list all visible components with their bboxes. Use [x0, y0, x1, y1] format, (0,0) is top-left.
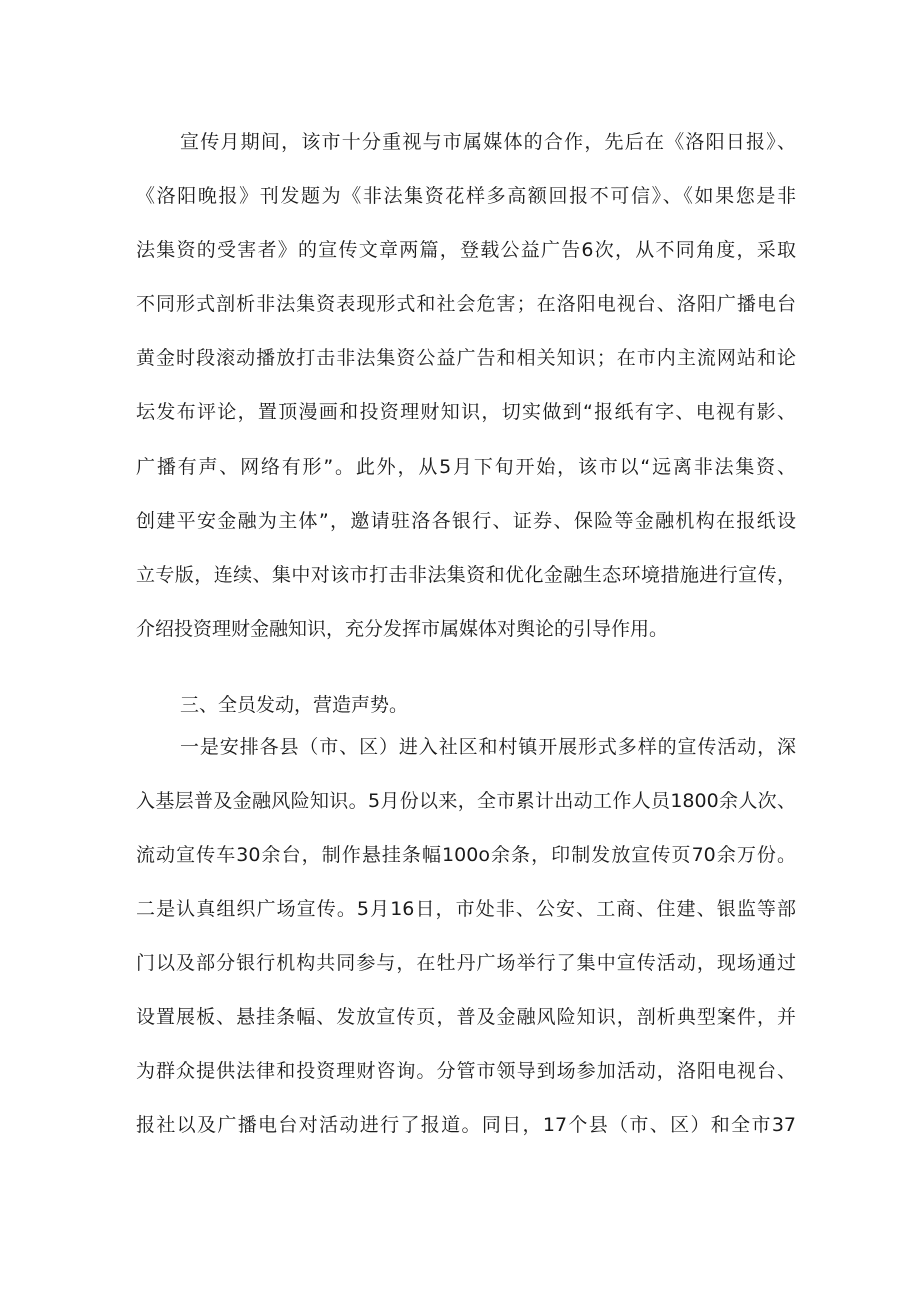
- paragraph-1-line-7: 广播有声、网络有形”。此外，从5月下旬开始，该市以“远离非法集资、: [136, 456, 796, 478]
- paragraph-1-line-1: 宣传月期间，该市十分重视与市属媒体的合作，先后在《洛阳日报》、: [180, 131, 796, 153]
- paragraph-1-line-6: 坛发布评论，置顶漫画和投资理财知识，切实做到“报纸有字、电视有影、: [136, 401, 796, 423]
- paragraph-1-line-3: 法集资的受害者》的宣传文章两篇，登载公益广告6次，从不同角度，采取: [136, 239, 796, 261]
- paragraph-1-line-8: 创建平安金融为主体”，邀请驻洛各银行、证券、保险等金融机构在报纸设: [136, 510, 796, 532]
- paragraph-3-line-4: 二是认真组织广场宣传。5月16日，市处非、公安、工商、住建、银监等部: [136, 898, 796, 920]
- paragraph-3-line-3: 流动宣传车30余台，制作悬挂条幅100o余条，印制发放宣传页70余万份。: [136, 844, 796, 866]
- paragraph-1-line-9: 立专版，连续、集中对该市打击非法集资和优化金融生态环境措施进行宣传，: [136, 564, 796, 586]
- paragraph-1-line-5: 黄金时段滚动播放打击非法集资公益广告和相关知识；在市内主流网站和论: [136, 347, 796, 369]
- paragraph-1-line-4: 不同形式剖析非法集资表现形式和社会危害；在洛阳电视台、洛阳广播电台: [136, 293, 796, 315]
- paragraph-3-line-1: 一是安排各县（市、区）进入社区和村镇开展形式多样的宣传活动，深: [180, 736, 796, 758]
- paragraph-3-line-7: 为群众提供法律和投资理财咨询。分管市领导到场参加活动，洛阳电视台、: [136, 1060, 796, 1082]
- paragraph-3-line-8: 报社以及广播电台对活动进行了报道。同日，17个县（市、区）和全市37: [136, 1114, 796, 1136]
- paragraph-3-line-6: 设置展板、悬挂条幅、发放宣传页，普及金融风险知识，剖析典型案件，并: [136, 1006, 796, 1028]
- section-heading: 三、全员发动，营造声势。: [180, 694, 409, 716]
- paragraph-1-line-2: 《洛阳晚报》刊发题为《非法集资花样多高额回报不可信》、《如果您是非: [136, 185, 796, 207]
- paragraph-1-line-10: 介绍投资理财金融知识，充分发挥市属媒体对舆论的引导作用。: [136, 618, 669, 640]
- paragraph-3-line-2: 入基层普及金融风险知识。5月份以来，全市累计出动工作人员1800余人次、: [136, 790, 796, 812]
- paragraph-3-line-5: 门以及部分银行机构共同参与，在牡丹广场举行了集中宣传活动，现场通过: [136, 952, 796, 974]
